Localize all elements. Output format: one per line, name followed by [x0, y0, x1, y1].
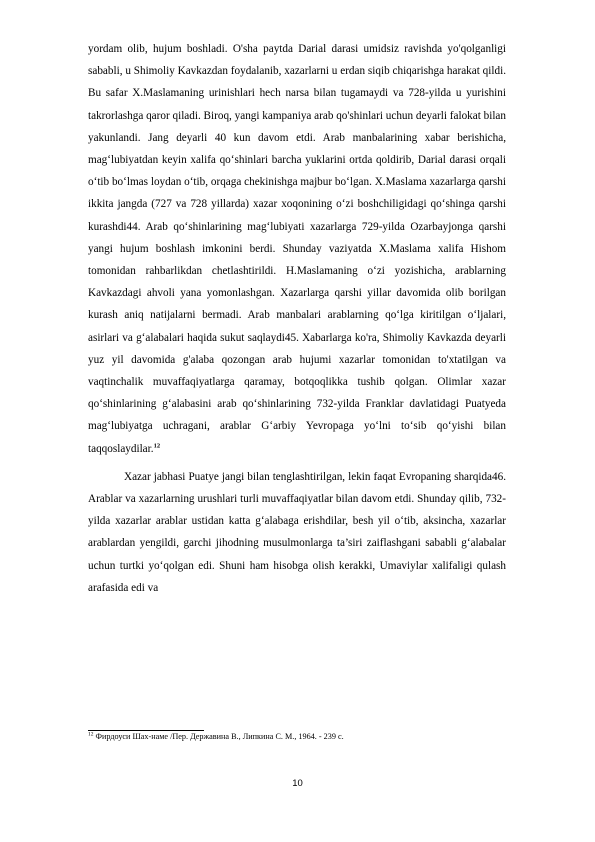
footnote: [88, 731, 518, 743]
footnote-reference[interactable]: 12: [153, 441, 161, 449]
footnote-text: Фирдоуси Шах-наме /Пер. Державина В., Липкина С. М., 1964. - 239 с.: [93, 732, 344, 741]
paragraph-1: [88, 38, 506, 460]
paragraph-2: [88, 466, 506, 599]
body-text: [88, 38, 506, 599]
paragraph-2-text: Xazar jabhasi Puatye jangi bilan tenglashtirilgan, lekin faqat Evropaning sharqida46. Arablar va xazarlarning urushlari turli muvaffaqiyatlar bilan davom etdi. Shunday qilib, 732-yilda xazarlar arablar ustidan katta g‘alabaga erishdilar, besh yil o‘tib, aksincha, xazarlar arablardan yengildi, garchi jihodning musulmonlarga ta’siri zaiflashgani sababli g‘alabalar uchun turtki yo‘qolgan edi. Shuni ham hisobga olish kerakki, Umaviylar xalifaligi qulash arafasida edi va: [88, 470, 506, 594]
paragraph-1-text: yordam olib, hujum boshladi. O'sha paytda Darial darasi umidsiz ravishda yo'qolganligi sababli, u Shimoliy Kavkazdan foydalanib, xazarlarni u erdan siqib chiqarishga harakat qildi. Bu safar X.Maslamaning urinishlari hech narsa bilan tugamaydi va 728-yilda u yurishini takrorlashga qaror qiladi. Biroq, yangi kampaniya arab qo'shinlari uchun deyarli falokat bilan yakunlandi. Jang deyarli 40 kun davom etdi. Arab manbalarining xabar berishicha, mag‘lubiyatdan keyin xalifa qo‘shinlari barcha yuklarini ortda qoldirib, Darial darasi orqali o‘tib bo‘lmas loydan o‘tib, orqaga chekinishga majbur bo‘lgan. X.Maslama xazarlarga qarshi ikkita jangda (727 va 728 yillarda) xazar xoqonining o‘zi boshchiligidagi qo‘shinga qarshi kurashdi44. Arab qo‘shinlarining mag‘lubiyati xazarlarga 729-yilda Ozarbayjonga qarshi yangi hujum boshlash imkonini berdi. Shunday vaziyatda X.Maslama xalifa Hishom tomonidan rahbarlikdan chetlashtirildi. H.Maslamaning o‘zi yozishicha, arablarning Kavkazdagi ahvoli yana yomonlashgan. Xazarlarga qarshi yillar davomida olib borilgan kurash aniq natijalarni bermadi. Arab manbalari arablarning qo‘lga kiritilgan o‘ljalari, asirlari va g‘alabalari haqida sukut saqlaydi45. Xabarlarga ko'ra, Shimoliy Kavkazda deyarli yuz yil davomida g'alaba qozongan arab hujumi xazarlar tomonidan to'xtatilgan va vaqtinchalik muvaffaqiyatlarga qaramay, botqoqlikka tushib qolgan. Olimlar xazar qo‘shinlarining g‘alabasini arab qo‘shinlarining 732-yilda Franklar davlatidagi Puatyeda mag‘lubiyatga uchragani, arablar G‘arbiy Yevropaga yo‘lni to‘sib qo‘yishi bilan taqqoslaydilar.: [88, 43, 506, 455]
page-number: 10: [292, 778, 303, 789]
footnote-marker: 12: [88, 731, 94, 738]
